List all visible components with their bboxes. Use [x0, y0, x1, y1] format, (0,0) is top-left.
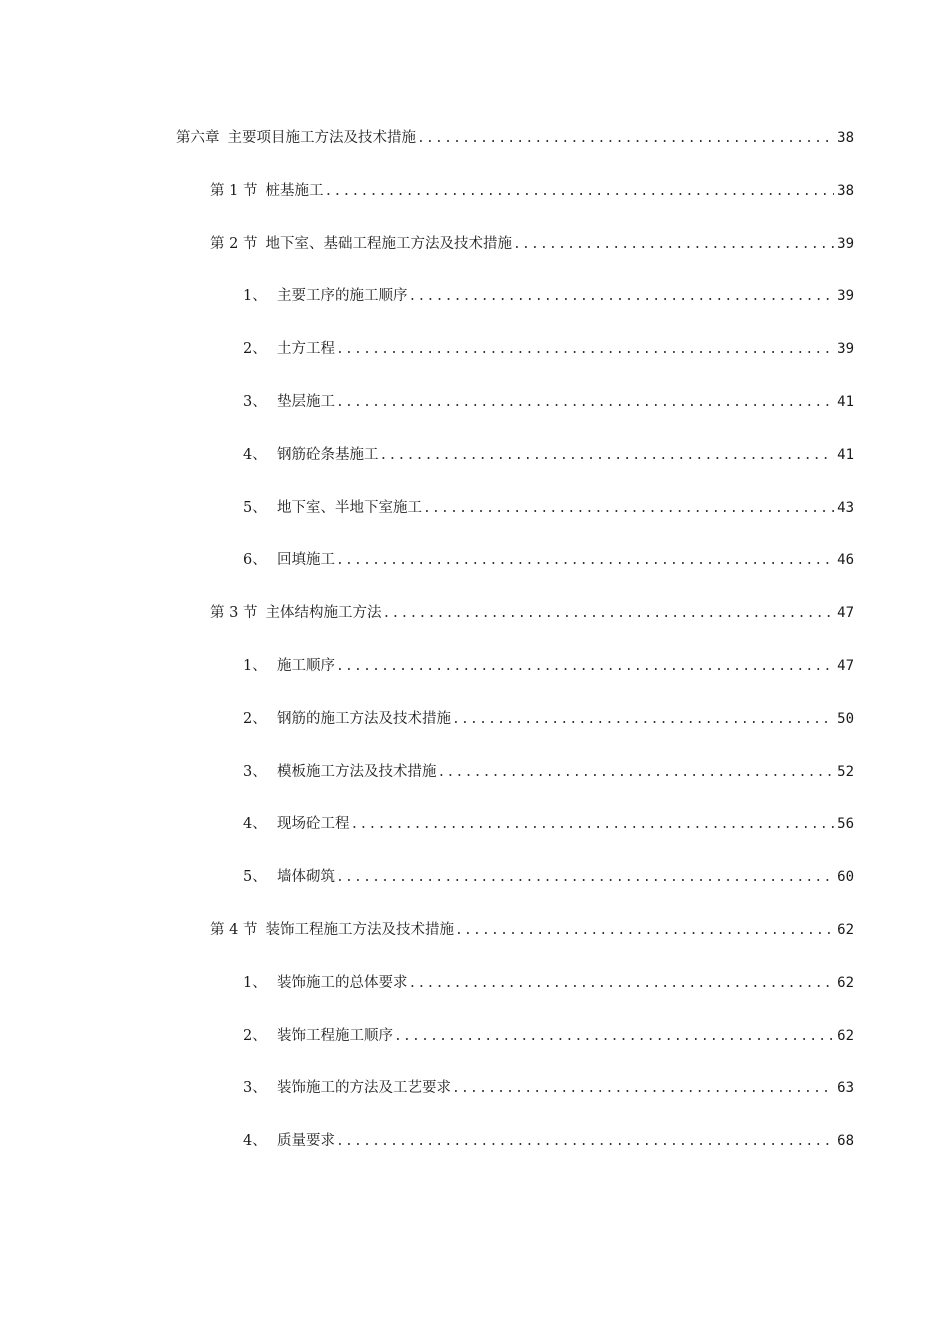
dot-leader — [394, 1027, 834, 1047]
entry-title: 现场砼工程 — [277, 816, 350, 833]
entry-number: 5、 — [243, 499, 267, 516]
toc-entry[interactable] — [0, 1022, 950, 1075]
entry-page-number: 39 — [837, 288, 854, 305]
toc-entry[interactable] — [0, 969, 950, 1022]
entry-page-number: 68 — [837, 1133, 854, 1150]
entry-title: 地下室、半地下室施工 — [277, 499, 422, 516]
dot-leader — [336, 393, 834, 413]
dot-leader — [409, 287, 835, 307]
toc-entry[interactable] — [0, 652, 950, 705]
entry-number: 1、 — [243, 288, 267, 305]
entry-title: 施工顺序 — [277, 657, 335, 674]
toc-entry[interactable] — [0, 599, 950, 652]
dot-leader — [409, 974, 835, 994]
entry-page-number: 38 — [837, 130, 854, 146]
entry-number: 第 1 节 — [210, 182, 258, 199]
entry-page-number: 62 — [837, 1027, 854, 1044]
entry-title: 主要项目施工方法及技术措施 — [227, 130, 416, 146]
entry-number: 2、 — [243, 341, 267, 358]
dot-leader — [336, 551, 834, 571]
entry-number: 1、 — [243, 974, 267, 991]
entry-page-number: 50 — [837, 710, 854, 727]
dot-leader — [336, 868, 834, 888]
entry-page-number: 41 — [837, 393, 854, 410]
dot-leader — [423, 499, 834, 519]
entry-number: 4、 — [243, 816, 267, 833]
entry-page-number: 43 — [837, 499, 854, 516]
entry-page-number: 38 — [837, 182, 854, 199]
entry-title: 装饰施工的方法及工艺要求 — [277, 1080, 451, 1097]
toc-entry[interactable] — [0, 441, 950, 494]
entry-title: 回填施工 — [277, 552, 335, 569]
entry-number: 3、 — [243, 763, 267, 780]
dot-leader — [452, 1079, 834, 1099]
toc-entry[interactable] — [0, 916, 950, 969]
entry-title: 装饰施工的总体要求 — [277, 974, 408, 991]
entry-title: 装饰工程施工方法及技术措施 — [265, 921, 454, 938]
entry-title: 桩基施工 — [265, 182, 324, 199]
entry-title: 主要工序的施工顺序 — [277, 288, 408, 305]
entry-number: 1、 — [243, 657, 267, 674]
toc-entry[interactable] — [0, 810, 950, 863]
toc-entry[interactable] — [0, 758, 950, 811]
toc-entry[interactable] — [0, 335, 950, 388]
entry-title: 模板施工方法及技术措施 — [277, 763, 437, 780]
dot-leader — [452, 710, 834, 730]
entry-number: 第 4 节 — [210, 921, 258, 938]
toc-entry[interactable] — [0, 230, 950, 283]
entry-title: 土方工程 — [277, 341, 335, 358]
entry-title: 质量要求 — [277, 1133, 335, 1150]
dot-leader — [382, 604, 834, 624]
dot-leader — [336, 657, 834, 677]
entry-page-number: 56 — [837, 816, 854, 833]
entry-number: 第 2 节 — [210, 235, 258, 252]
entry-number: 5、 — [243, 869, 267, 886]
dot-leader — [336, 340, 834, 360]
entry-number: 第六章 — [176, 130, 220, 146]
table-of-contents — [0, 124, 950, 1180]
toc-entry[interactable] — [0, 1074, 950, 1127]
dot-leader — [336, 1132, 834, 1152]
entry-title: 钢筋的施工方法及技术措施 — [277, 710, 451, 727]
entry-page-number: 60 — [837, 869, 854, 886]
dot-leader — [324, 182, 834, 202]
toc-entry[interactable] — [0, 1127, 950, 1180]
entry-number: 第 3 节 — [210, 605, 258, 622]
entry-number: 2、 — [243, 710, 267, 727]
entry-page-number: 46 — [837, 552, 854, 569]
entry-title: 垫层施工 — [277, 393, 335, 410]
dot-leader — [513, 235, 834, 255]
toc-entry[interactable] — [0, 546, 950, 599]
entry-number: 4、 — [243, 446, 267, 463]
toc-entry[interactable] — [0, 282, 950, 335]
toc-entry[interactable] — [0, 705, 950, 758]
dot-leader — [417, 129, 834, 149]
entry-title: 装饰工程施工顺序 — [277, 1027, 393, 1044]
entry-title: 地下室、基础工程施工方法及技术措施 — [265, 235, 512, 252]
dot-leader — [455, 921, 834, 941]
toc-entry[interactable] — [0, 494, 950, 547]
entry-number: 4、 — [243, 1133, 267, 1150]
toc-entry[interactable] — [0, 863, 950, 916]
dot-leader — [351, 815, 835, 835]
toc-entry[interactable] — [0, 388, 950, 441]
entry-title: 钢筋砼条基施工 — [277, 446, 379, 463]
entry-page-number: 47 — [837, 605, 854, 622]
entry-page-number: 62 — [837, 921, 854, 938]
entry-number: 3、 — [243, 393, 267, 410]
dot-leader — [380, 446, 835, 466]
toc-entry[interactable] — [0, 124, 950, 177]
entry-number: 6、 — [243, 552, 267, 569]
entry-page-number: 47 — [837, 657, 854, 674]
dot-leader — [438, 763, 835, 783]
entry-number: 2、 — [243, 1027, 267, 1044]
entry-title: 主体结构施工方法 — [265, 605, 382, 622]
entry-page-number: 41 — [837, 446, 854, 463]
entry-page-number: 52 — [837, 763, 854, 780]
entry-page-number: 63 — [837, 1080, 854, 1097]
entry-page-number: 62 — [837, 974, 854, 991]
entry-page-number: 39 — [837, 341, 854, 358]
entry-title: 墙体砌筑 — [277, 869, 335, 886]
entry-number: 3、 — [243, 1080, 267, 1097]
toc-entry[interactable] — [0, 177, 950, 230]
entry-page-number: 39 — [837, 235, 854, 252]
